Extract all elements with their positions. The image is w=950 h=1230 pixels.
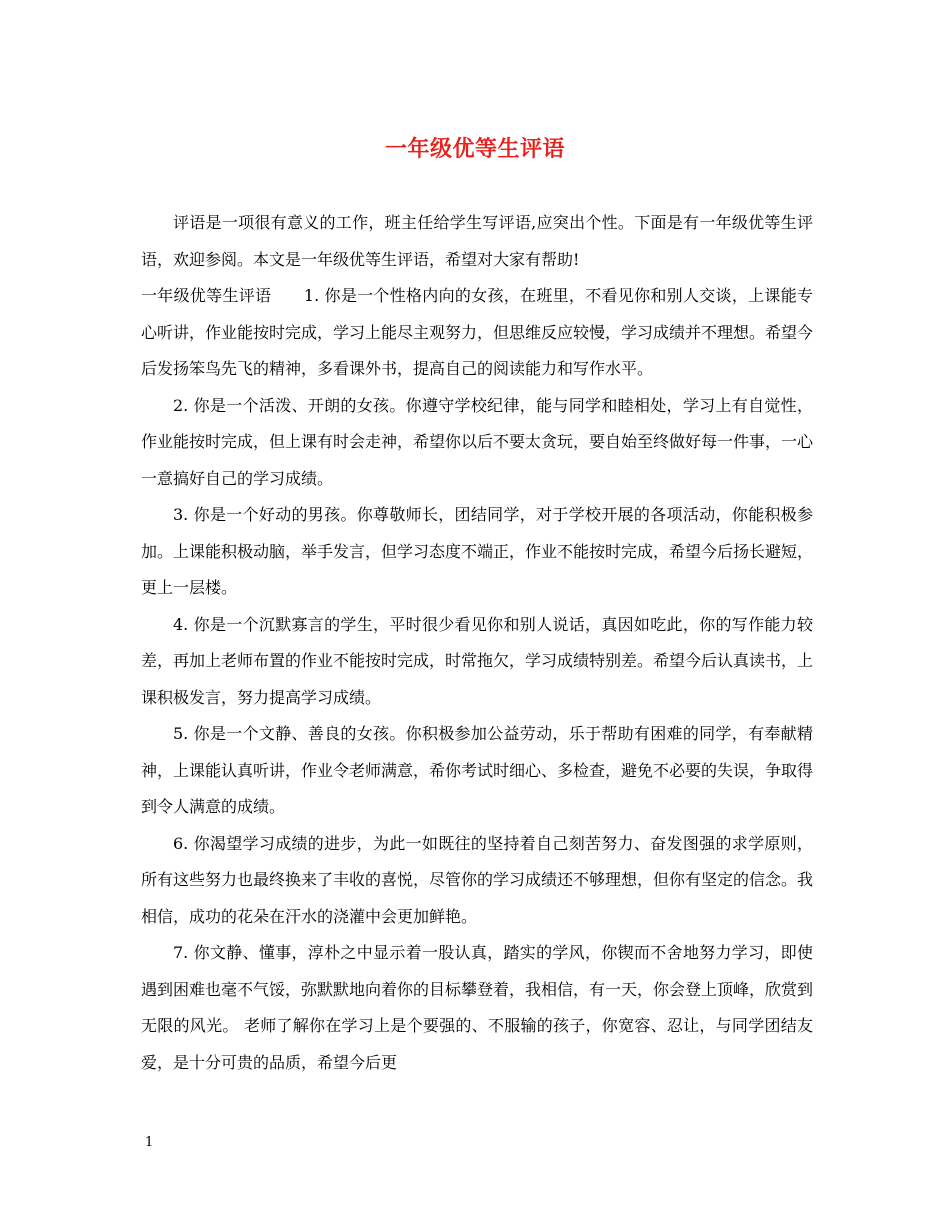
comment-paragraph-2: 2. 你是一个活泼、开朗的女孩。你遵守学校纪律，能与同学和睦相处，学习上有自觉性，作业能按时完成，但上课有时会走神，希望你以后不要太贪玩，要自始至终做好每一件事，一心一意搞好自己的学习成绩。 <box>141 395 814 488</box>
comment-paragraph-3: 3. 你是一个好动的男孩。你尊敬师长，团结同学，对于学校开展的各项活动，你能积极参加。上课能积极动脑，举手发言，但学习态度不端正，作业不能按时完成，希望今后扬长避短，更上一层楼。 <box>141 505 814 597</box>
page-number: 1 <box>145 1135 154 1150</box>
document-body <box>141 205 813 1081</box>
intro-paragraph: 评语是一项很有意义的工作，班主任给学生写评语,应突出个性。下面是有一年级优等生评语，欢迎参阅。本文是一年级优等生评语，希望对大家有帮助! <box>141 213 813 269</box>
page-title: 一年级优等生评语 <box>384 136 565 162</box>
comment-paragraph-1: 一年级优等生评语 1. 你是一个性格内向的女孩，在班里，不看见你和别人交谈，上课能专心听讲，作业能按时完成，学习上能尽主观努力，但思维反应较慢，学习成绩并不理想。希望今后发扬笨鸟先飞的精神，多看课外书，提高自己的阅读能力和写作水平。 <box>141 286 814 378</box>
comment-paragraph-5: 5. 你是一个文静、善良的女孩。你积极参加公益劳动，乐于帮助有困难的同学，有奉献精神，上课能认真听讲，作业令老师满意，希你考试时细心、多检查，避免不必要的失误，争取得到令人满意的成绩。 <box>141 724 814 816</box>
comment-paragraph-6: 6. 你渴望学习成绩的进步，为此一如既往的坚持着自己刻苦努力、奋发图强的求学原则，所有这些努力也最终换来了丰收的喜悦，尽管你的学习成绩还不够理想，但你有坚定的信念。我相信，成功的花朵在汗水的浇灌中会更加鲜艳。 <box>141 833 814 926</box>
comment-paragraph-7: 7. 你文静、懂事，淳朴之中显示着一股认真，踏实的学风，你锲而不舍地努力学习，即使遇到困难也毫不气馁，弥默默地向着你的目标攀登着，我相信，有一天，你会登上顶峰，欣赏到无限的风光。 老师了解你在学习上是个要强的、不服输的孩子，你宽容、忍让，与同学团结友爱，是十分可贵的品质，希望今后更 <box>141 943 814 1072</box>
comment-paragraph-4: 4. 你是一个沉默寡言的学生，平时很少看见你和别人说话，真因如吃此，你的写作能力较差，再加上老师布置的作业不能按时完成，时常拖欠，学习成绩特别差。希望今后认真读书，上课积极发言，努力提高学习成绩。 <box>141 614 814 707</box>
